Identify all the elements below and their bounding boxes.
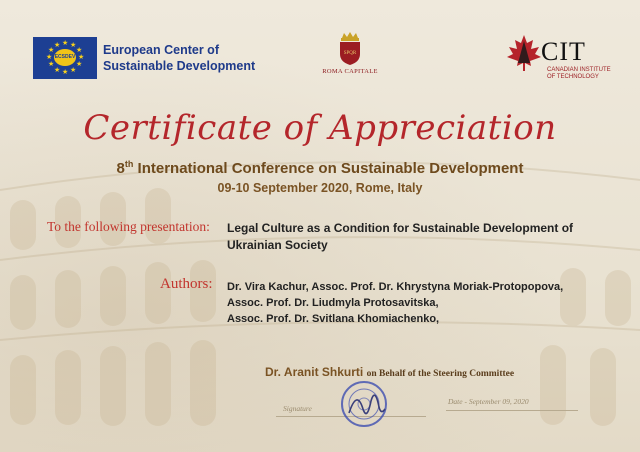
conference-name-text: International Conference on Sustainable Development bbox=[137, 160, 524, 177]
presentation-title-line2: Ukrainian Society bbox=[227, 238, 328, 252]
date-line bbox=[446, 410, 578, 411]
official-stamp bbox=[339, 379, 389, 429]
authors-list bbox=[227, 279, 627, 327]
cit-logo bbox=[506, 33, 626, 83]
roma-crest-icon bbox=[335, 32, 365, 66]
presentation-title-line1: Legal Culture as a Condition for Sustainable Development of bbox=[227, 221, 574, 235]
roma-capitale-text: ROMA CAPITALE bbox=[322, 68, 378, 75]
signer-name: Dr. Aranit Shkurti bbox=[265, 365, 364, 379]
ecsd-name bbox=[103, 42, 255, 74]
cit-subtitle bbox=[547, 67, 611, 81]
signer-role: on Behalf of the Steering Committee bbox=[366, 369, 515, 379]
cit-subtitle-line2: OF TECHNOLOGY bbox=[547, 74, 599, 80]
cit-subtitle-line1: CANADIAN INSTITUTE bbox=[547, 67, 611, 73]
conference-ordinal-suffix: th bbox=[124, 159, 134, 169]
conference-date: 09-10 September 2020, Rome, Italy bbox=[217, 181, 423, 195]
maple-leaf-icon bbox=[506, 33, 542, 73]
author-line: Dr. Vira Kachur, Assoc. Prof. Dr. Khrystyna Moriak-Protopopova, bbox=[227, 281, 564, 293]
conference-ordinal: 8 bbox=[116, 160, 125, 177]
signer bbox=[265, 365, 514, 379]
ecsd-name-line2: Sustainable Development bbox=[103, 59, 256, 73]
cit-letters: CIT bbox=[541, 37, 586, 66]
date-label: Date - September 09, 2020 bbox=[448, 397, 529, 406]
svg-text:SPQR: SPQR bbox=[343, 51, 357, 56]
authors-label: Authors: bbox=[160, 276, 213, 292]
author-line: Assoc. Prof. Dr. Svitlana Khomiachenko, bbox=[227, 313, 440, 325]
conference-name bbox=[0, 159, 640, 177]
handwritten-signature bbox=[349, 395, 385, 413]
ecsd-name-line1: European Center of bbox=[103, 43, 219, 57]
eu-flag-icon: ★ ★ ★ ★ ★ ★ ★ ★ ★ ★ ★ ★ ECSDEV bbox=[33, 37, 97, 79]
ecsd-logo bbox=[33, 37, 255, 79]
author-line: Assoc. Prof. Dr. Liudmyla Protosavitska, bbox=[227, 297, 439, 309]
roma-capitale-logo bbox=[322, 32, 378, 75]
signature-label: Signature bbox=[283, 404, 312, 413]
certificate-title: Certificate of Appreciation bbox=[83, 108, 557, 148]
ecsd-badge: ECSDEV bbox=[54, 49, 76, 66]
presentation-label: To the following presentation: bbox=[47, 219, 210, 234]
presentation-title bbox=[227, 220, 607, 254]
